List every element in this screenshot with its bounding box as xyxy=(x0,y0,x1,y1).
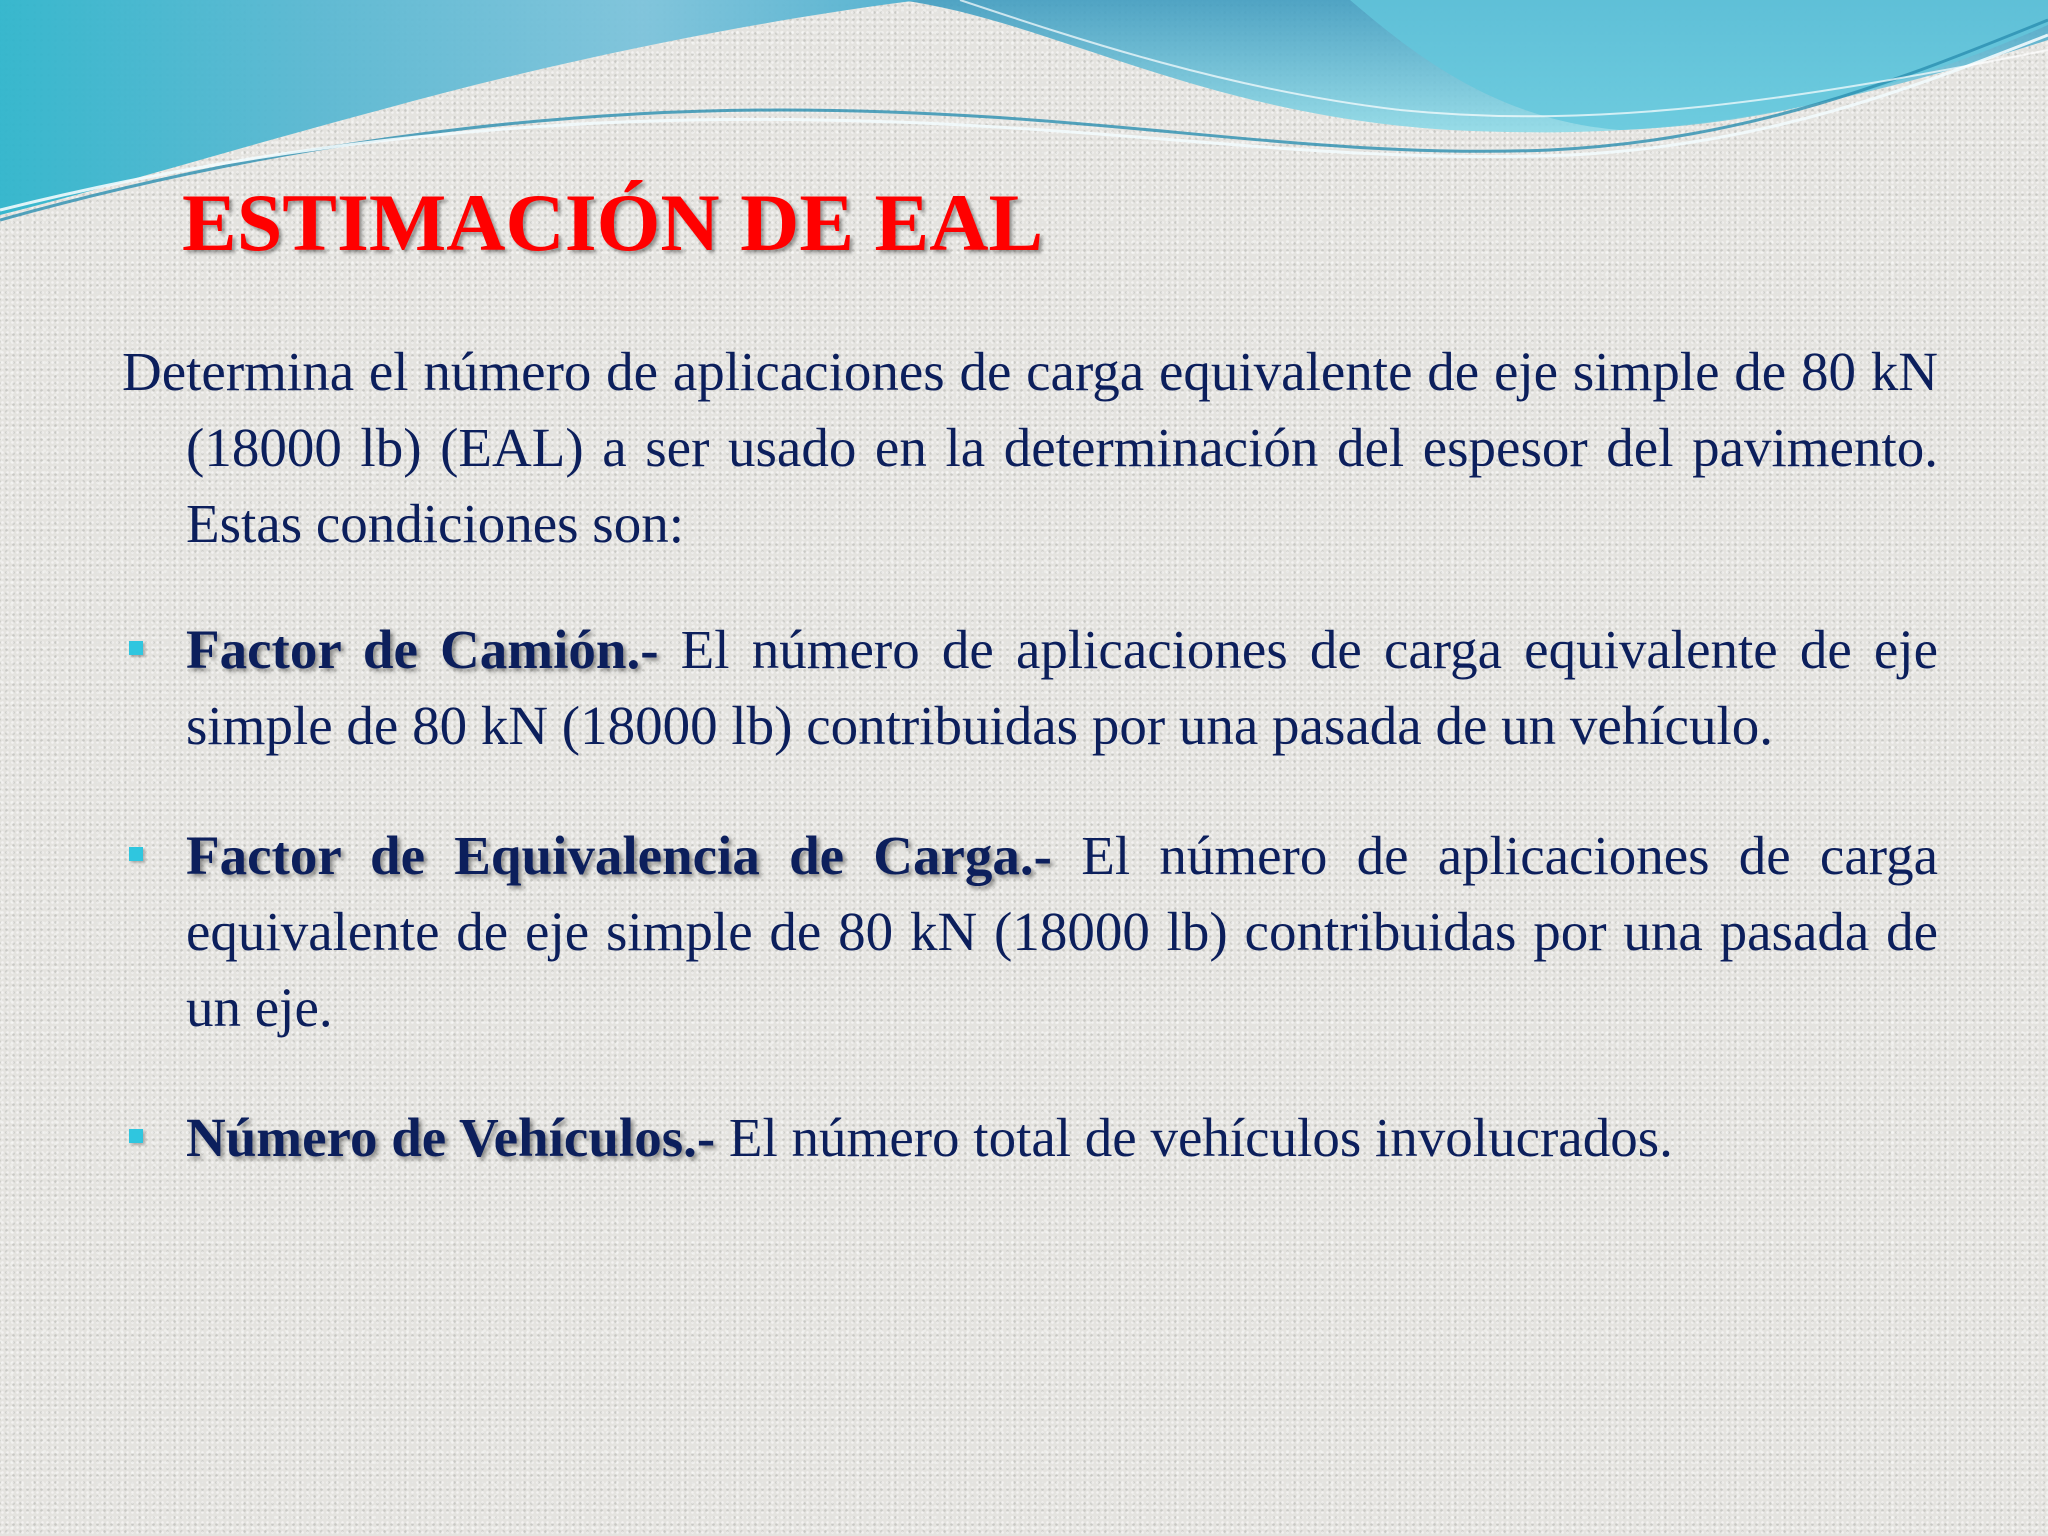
bullet-term: Número de Vehículos.- xyxy=(186,1107,716,1168)
slide-body xyxy=(122,334,1938,1176)
bullet-text: El número de aplicaciones de carga equivalente de eje simple de 80 kN (18000 lb) contribuidas por una pasada de un vehículo. xyxy=(186,619,1938,756)
intro-paragraph: Determina el número de aplicaciones de carga equivalente de eje simple de 80 kN (18000 lb) (EAL) a ser usado en la determinación del espesor del pavimento. Estas condiciones son: xyxy=(122,341,1938,554)
bullet-term: Factor de Equivalencia de Carga.- xyxy=(186,825,1052,886)
square-bullet-icon xyxy=(129,1129,143,1143)
bullet-factor-camion xyxy=(122,612,1938,764)
bullet-numero-vehiculos xyxy=(122,1100,1938,1176)
bullet-text: El número total de vehículos involucrados. xyxy=(715,1107,1673,1168)
bullet-factor-equivalencia xyxy=(122,818,1938,1046)
square-bullet-icon xyxy=(129,847,143,861)
square-bullet-icon xyxy=(129,641,143,655)
bullet-text: El número de aplicaciones de carga equivalente de eje simple de 80 kN (18000 lb) contribuidas por una pasada de un eje. xyxy=(186,825,1938,1038)
bullet-term: Factor de Camión.- xyxy=(186,619,659,680)
slide-title: ESTIMACIÓN DE EAL xyxy=(182,177,1044,268)
